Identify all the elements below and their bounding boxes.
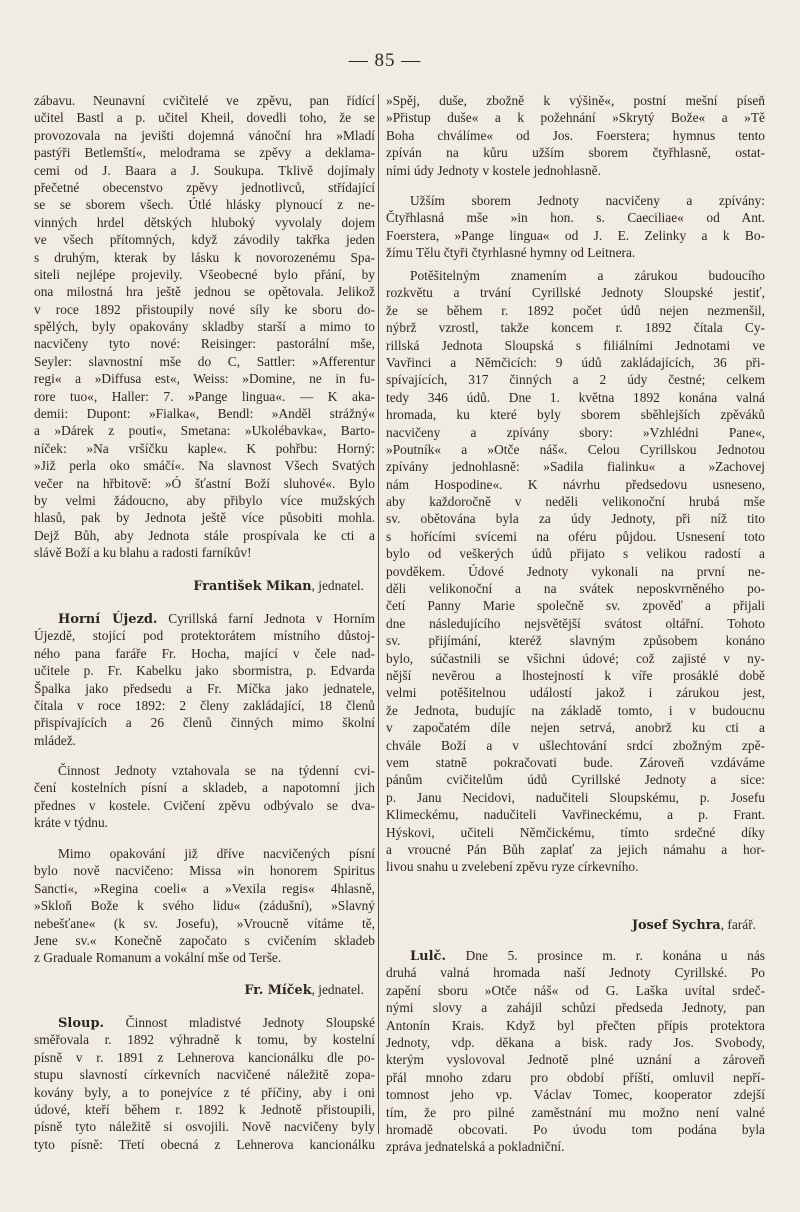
text-line bbox=[386, 493, 765, 510]
text-line bbox=[386, 824, 765, 841]
line-text: Antonín Krais. Když byl přečten přípis protektora bbox=[386, 1017, 765, 1033]
text-line bbox=[34, 179, 375, 196]
column-divider bbox=[378, 94, 379, 1134]
line-text: písně tyto náležitě si osvojili. Nově nacvičeny byly bbox=[34, 1119, 375, 1135]
line-text: zpráva jednatelská a pokladniční. bbox=[386, 1139, 565, 1155]
text-line bbox=[386, 806, 765, 823]
text-line bbox=[386, 789, 765, 806]
line-text: že se během r. 1892 počet údů nejen nezmenšil, bbox=[386, 302, 765, 318]
line-text: dne následujícího nejsvětější svátost oltářní. Tohoto bbox=[386, 615, 765, 631]
line-text: Klimeckému, nadučiteli Vavřineckému, a p. Frant. bbox=[386, 807, 765, 823]
text-line bbox=[386, 1121, 765, 1138]
line-text: livou snahu u zvelebení zpěvu ryze církevního. bbox=[386, 859, 639, 875]
line-text: demii: Dupont: »Fialka«, Bendl: »Anděl strážný« bbox=[34, 406, 375, 422]
page-number: — 85 — bbox=[348, 50, 422, 71]
line-text: tomnost jeho vp. Václav Tomec, kooperator zdejší bbox=[386, 1087, 765, 1103]
text-line bbox=[386, 1138, 765, 1155]
line-text: Sancti«, »Regina coeli« a »Vexila regis« 4hlasně, bbox=[34, 880, 375, 896]
line-text: by velmi žádoucno, aby přibylo více mužských bbox=[34, 492, 375, 508]
text-line bbox=[34, 627, 375, 644]
text-line bbox=[34, 301, 375, 318]
text-line bbox=[34, 457, 375, 474]
line-text: hromada, ku které byly sborem sběhlejších zpěváků bbox=[386, 407, 765, 423]
text-line bbox=[34, 109, 375, 126]
signature-frantisek-mikan bbox=[34, 578, 364, 594]
text-line bbox=[386, 337, 765, 354]
text-line bbox=[34, 897, 375, 914]
line-text: Užším sborem Jednoty nacvičeny a zpívány: bbox=[410, 193, 765, 208]
text-line bbox=[386, 227, 765, 244]
line-text: Činnost mladistvé Jednoty Sloupské bbox=[104, 1015, 375, 1030]
line-text: večer na hřbitově: »Ó šťastní Boží sluhové«. Bylo bbox=[34, 475, 375, 491]
text-line bbox=[34, 762, 375, 779]
text-line bbox=[34, 266, 375, 283]
text-line bbox=[34, 1014, 375, 1031]
line-text: Foerstera, »Pange lingua« od J. E. Zelinky a k Bo- bbox=[386, 227, 765, 243]
line-text: Boha chválíme« od Jos. Foerstera; hymnus tento bbox=[386, 127, 765, 143]
text-line bbox=[386, 319, 765, 336]
text-line bbox=[34, 1031, 375, 1048]
text-line bbox=[386, 267, 765, 284]
text-line bbox=[386, 209, 765, 226]
line-text: vem statně pokračovati bude. Zároveň vzdáváme bbox=[386, 754, 765, 770]
line-text: mládež. bbox=[34, 732, 77, 748]
line-text: Seyler: slavnostní mše do C, Sattler: »Afferentur bbox=[34, 353, 375, 369]
signature-name: Fr. Míček bbox=[244, 983, 312, 998]
line-text: četí Panny Marie společně sv. zpověď a přijali bbox=[386, 598, 765, 614]
line-text: Újezdě, stojící pod protektorátem místního důstoj- bbox=[34, 628, 375, 644]
line-text: »Poutník« a »Otče náš«. Celou Cyrillskou Jednotou bbox=[386, 441, 765, 457]
text-line bbox=[34, 353, 375, 370]
text-line bbox=[34, 370, 375, 387]
text-line bbox=[34, 283, 375, 300]
text-line bbox=[34, 127, 375, 144]
text-line bbox=[386, 244, 765, 261]
line-text: učitele p. Fr. Kabelku jako sbormistra, p. Edvarda bbox=[34, 663, 375, 679]
text-line bbox=[386, 162, 765, 179]
line-text: aby každoročně v neděli velikonoční hrubá mše bbox=[386, 494, 765, 510]
line-text: druhá valná hromada naší Jednoty Cyrillské. Po bbox=[386, 965, 765, 981]
text-line bbox=[386, 1069, 765, 1086]
text-line bbox=[386, 441, 765, 458]
text-line bbox=[34, 144, 375, 161]
text-line bbox=[386, 947, 765, 964]
text-line bbox=[386, 563, 765, 580]
text-line bbox=[386, 719, 765, 736]
paragraph-repertoire bbox=[34, 845, 375, 967]
text-line bbox=[34, 732, 375, 749]
text-line bbox=[34, 932, 375, 949]
text-line bbox=[386, 1086, 765, 1103]
line-text: »Přistup duše« a k požehnání »Skrytý Bože« a »Tě bbox=[386, 110, 765, 126]
paragraph-membership bbox=[386, 267, 765, 876]
text-line bbox=[386, 109, 765, 126]
text-line bbox=[386, 964, 765, 981]
text-line bbox=[34, 335, 375, 352]
section-heading: Lulč. bbox=[410, 949, 446, 964]
text-line bbox=[386, 1034, 765, 1051]
text-line bbox=[386, 1017, 765, 1034]
line-text: nější nevěrou a lhostejností k víře prosáklé době bbox=[386, 667, 765, 683]
line-text: nacvičeny tyto nové: Reisinger: pastorální mše, bbox=[34, 336, 375, 352]
line-text: p. Janu Necidovi, nadučiteli Sloupskému, p. Josefu bbox=[386, 789, 765, 805]
line-text: cemi od J. Baara a J. Soukupa. Tklivě dojímaly bbox=[34, 162, 375, 178]
text-line bbox=[34, 779, 375, 796]
text-line bbox=[386, 1104, 765, 1121]
text-line bbox=[386, 580, 765, 597]
section-heading: Horní Újezd. bbox=[58, 612, 158, 627]
signature-josef-sychra bbox=[386, 917, 756, 933]
line-text: že Jednota, budujíc na základě tomto, i v budoucnu bbox=[386, 702, 765, 718]
line-text: velmi potěšitelnou událostí jakož i zárukou jest, bbox=[386, 685, 765, 701]
line-text: čítala v roce 1892: 2 členy zakládající, 18 členů bbox=[34, 697, 375, 713]
text-line bbox=[386, 510, 765, 527]
text-line bbox=[34, 880, 375, 897]
line-text: se se sborem všech. Útlé hlásky plynoucí z ne- bbox=[34, 197, 375, 213]
line-text: tyto písně: Třetí obecná z Lehnerova kancionálku bbox=[34, 1136, 375, 1152]
text-line bbox=[34, 1066, 375, 1083]
line-text: písně v r. 1891 z Lehnerova kancionálku dle po- bbox=[34, 1049, 375, 1065]
line-text: Jene sv.« Konečně započato s cvičením skladeb bbox=[34, 932, 375, 948]
paragraph-parish-report-continued bbox=[34, 92, 375, 562]
text-line bbox=[34, 475, 375, 492]
line-text: nebešťane« (k sv. Josefu), »Vroucně vítáme tě, bbox=[34, 915, 375, 931]
text-line bbox=[34, 714, 375, 731]
paragraph-lulc bbox=[386, 947, 765, 1156]
line-text: údové, kteří během r. 1892 k Jednotě přistoupili, bbox=[34, 1101, 375, 1117]
line-text: ními údy Jednoty v kostele jednohlasně. bbox=[386, 162, 601, 178]
line-text: Špalka jako předsedu a Fr. Míčka jako jednatele, bbox=[34, 680, 375, 696]
text-line bbox=[34, 697, 375, 714]
text-line bbox=[386, 754, 765, 771]
text-line bbox=[386, 144, 765, 161]
line-text: nýbrž vzrostl, takže koncem r. 1892 čítala Cy- bbox=[386, 320, 765, 336]
line-text: zpíván na kůru užším sborem čtyřhlasně, ostat- bbox=[386, 145, 765, 161]
line-text: stupu slavností církevních nacvičené náležitě zopa- bbox=[34, 1067, 375, 1083]
line-text: kovány byly, a to ponejvíce z té příčiny, aby i oni bbox=[34, 1084, 375, 1100]
line-text: povděkem. Údové Jednoty vykonali na první ne- bbox=[386, 563, 765, 579]
text-line bbox=[34, 214, 375, 231]
text-line bbox=[34, 797, 375, 814]
text-line bbox=[386, 667, 765, 684]
text-line bbox=[34, 645, 375, 662]
line-text: siteli nejlépe projevily. Všeobecné bylo přání, by bbox=[34, 266, 375, 282]
line-text: pastýři Betlemští«, melodrama se zpěvy a deklama- bbox=[34, 145, 375, 161]
line-text: Čtyřhlasná mše »in hon. s. Caeciliae« od Ant. bbox=[386, 210, 765, 226]
line-text: Potěšitelným znamením a zárukou budoucího bbox=[410, 268, 765, 283]
line-text: rillská Jednota Sloupská s filiálními Jednotami ve bbox=[386, 337, 765, 353]
line-text: a »Dárek z pouti«, Smetana: »Ukolébavka«, Barto- bbox=[34, 423, 375, 439]
text-line bbox=[386, 771, 765, 788]
line-text: regi« a »Diffusa est«, Weiss: »Domine, ne in fu- bbox=[34, 371, 375, 387]
text-line bbox=[386, 982, 765, 999]
text-line bbox=[34, 610, 375, 627]
signature-name: Josef Sychra bbox=[631, 918, 721, 933]
line-text: učitel Bastl a p. učitel Kheil, dovedli toho, že se bbox=[34, 110, 375, 126]
line-text: Hýskovi, učiteli Němčickému, tímto srdečné díky bbox=[386, 824, 765, 840]
line-text: bylo, súčastnili se všichni údové; což zajisté v ny- bbox=[386, 650, 765, 666]
line-text: Činnost Jednoty vztahovala se na týdenní cvi- bbox=[58, 763, 375, 778]
paragraph-cinnost-jednoty bbox=[34, 762, 375, 832]
text-line bbox=[386, 528, 765, 545]
line-text: hromadě obcovati. Po úvodu tom podána byla bbox=[386, 1121, 765, 1137]
line-text: přispívajících a 26 členů činných mimo školní bbox=[34, 715, 375, 731]
text-line bbox=[34, 440, 375, 457]
signature-name: František Mikan bbox=[193, 579, 312, 594]
line-text: Vavřinci a Němčicích: 9 údů zakládajících, 36 při- bbox=[386, 354, 765, 370]
text-line bbox=[386, 371, 765, 388]
text-line bbox=[386, 597, 765, 614]
text-line bbox=[386, 650, 765, 667]
text-line bbox=[386, 999, 765, 1016]
text-line bbox=[34, 662, 375, 679]
text-line bbox=[34, 1136, 375, 1153]
text-line bbox=[386, 127, 765, 144]
text-line bbox=[386, 841, 765, 858]
line-text: Mimo opakování již dříve nacvičených písní bbox=[58, 846, 375, 861]
text-line bbox=[34, 949, 375, 966]
text-line bbox=[386, 615, 765, 632]
line-text: spělých, byly opakovány skladby starší a mimo to bbox=[34, 319, 375, 335]
line-text: provozovala na jevišti dojemná vánoční hra »Mladí bbox=[34, 127, 375, 143]
text-line bbox=[34, 1118, 375, 1135]
line-text: tedy 346 údů. Dne 1. května 1892 konána valná bbox=[386, 389, 765, 405]
text-line bbox=[386, 1051, 765, 1068]
text-line bbox=[34, 405, 375, 422]
line-text: ona milostná hra ještě jednou se opětovala. Jelikož bbox=[34, 284, 375, 300]
line-text: ného pana faráře Fr. Hocha, mající v čele nad- bbox=[34, 645, 375, 661]
line-text: bylo nově nacvičeno: Missa »in honorem Spiritus bbox=[34, 863, 375, 879]
text-line bbox=[386, 354, 765, 371]
line-text: chvále Boží a v ušlechtování srdcí zbožným zpě- bbox=[386, 737, 765, 753]
line-text: vinných hrdel dětských hluboký vyvolaly dojem bbox=[34, 214, 375, 230]
text-line bbox=[386, 406, 765, 423]
text-line bbox=[34, 845, 375, 862]
line-text: kráte v týdnu. bbox=[34, 815, 109, 831]
text-line bbox=[34, 318, 375, 335]
text-line bbox=[34, 231, 375, 248]
text-line bbox=[34, 527, 375, 544]
text-line bbox=[34, 162, 375, 179]
line-text: Jednoty, vdp. děkana a bisk. rady Jos. Svobody, bbox=[386, 1034, 765, 1050]
line-text: pánům cvičitelům údů Cyrillské Jednoty a sice: bbox=[386, 772, 765, 788]
text-line bbox=[34, 1101, 375, 1118]
line-text: slávě Boží a ku blahu a radosti farníkův! bbox=[34, 545, 252, 561]
text-line bbox=[34, 509, 375, 526]
line-text: ve všech přítomných, když závodily takřka jeden bbox=[34, 232, 375, 248]
line-text: sv. přijímání, kteréž slavným způsobem konáno bbox=[386, 633, 765, 649]
line-text: s hořícími svícemi na oféru půjdou. Usnesení toto bbox=[386, 528, 765, 544]
text-line bbox=[386, 302, 765, 319]
line-text: zapění sboru »Otče náš« od G. Laška uvítal srdeč- bbox=[386, 982, 765, 998]
text-line bbox=[386, 545, 765, 562]
line-text: čení kostelních písní a skladeb, a napotomní jich bbox=[34, 780, 375, 796]
text-line bbox=[34, 492, 375, 509]
line-text: sv. obětována byla za údy Jednoty, při níž tito bbox=[386, 511, 765, 527]
text-line bbox=[386, 192, 765, 209]
line-text: nými slovy a zahájil schůzi předseda Jednoty, pan bbox=[386, 1000, 765, 1016]
line-text: zpívány jednohlasně: »Sadila fialinku« a »Zachovej bbox=[386, 459, 765, 475]
text-line bbox=[34, 422, 375, 439]
line-text: rore tuo«, Haller: 7. »Pange lingua«. — K aka- bbox=[34, 388, 375, 404]
text-line bbox=[34, 388, 375, 405]
line-text: v roce 1892 přistoupily nové síly ke sboru do- bbox=[34, 301, 375, 317]
line-text: přednes v kostele. Cvičení zpěvu odbývalo se dva- bbox=[34, 797, 375, 813]
text-line bbox=[34, 92, 375, 109]
text-line bbox=[34, 196, 375, 213]
line-text: a vroucné Pán Bůh zaplať za jejich námahu a hor- bbox=[386, 841, 765, 857]
paragraph-sloup-songs bbox=[386, 92, 765, 179]
text-line bbox=[34, 1049, 375, 1066]
line-text: zábavu. Neunavní cvičitelé ve zpěvu, pan řídící bbox=[34, 93, 375, 108]
text-line bbox=[386, 737, 765, 754]
line-text: Dejž Bůh, aby Jednota stále prospívala ke cti a bbox=[34, 527, 375, 543]
line-text: Cyrillská farní Jednota v Horním bbox=[157, 611, 375, 626]
signature-role: , jednatel. bbox=[311, 578, 364, 593]
line-text: »Skloň Bože k svého lidu« (zádušní), »Slavný bbox=[34, 898, 375, 914]
text-line bbox=[386, 858, 765, 875]
line-text: směřovala r. 1892 výhradně k tomu, by kostelní bbox=[34, 1032, 375, 1048]
text-line bbox=[386, 424, 765, 441]
line-text: přál mnoho zdaru pro období příští, omluvil nepří- bbox=[386, 1069, 765, 1085]
line-text: rozkvětu a trvání Cyrillské Jednoty Sloupské jestiť, bbox=[386, 285, 765, 301]
text-line bbox=[386, 632, 765, 649]
line-text: z Graduale Romanum a vokální mše od Terše. bbox=[34, 950, 282, 966]
line-text: děli velikonoční a na svátek neposkvrněného po- bbox=[386, 581, 765, 597]
line-text: níček: »Na vršíčku kaple«. K pohřbu: Horný: bbox=[34, 440, 375, 456]
line-text: Dne 5. prosince m. r. konána u nás bbox=[445, 948, 765, 963]
section-heading: Sloup. bbox=[58, 1016, 105, 1031]
line-text: »Již perla oko smáčí«. Na slavnost Všech Svatých bbox=[34, 458, 375, 474]
text-line bbox=[34, 862, 375, 879]
text-line bbox=[34, 680, 375, 697]
line-text: nacvičeny a zpívány sbory: »Vzhlédni Pane«, bbox=[386, 424, 765, 440]
line-text: »Spěj, duše, zbožně k výšině«, postní mešní píseň bbox=[386, 93, 765, 108]
text-line bbox=[386, 458, 765, 475]
text-line bbox=[386, 476, 765, 493]
line-text: nám Hospodine«. K návrhu předsedovu usneseno, bbox=[386, 476, 765, 492]
text-line bbox=[34, 814, 375, 831]
line-text: v započatém díle nejen setrvá, anobrž ku cti a bbox=[386, 720, 765, 736]
paragraph-sloup bbox=[34, 1014, 375, 1153]
text-line bbox=[386, 684, 765, 701]
text-line bbox=[34, 249, 375, 266]
line-text: přečetné obecenstvo zpěvy jednotlivců, střídající bbox=[34, 179, 375, 195]
line-text: s druhým, kterak by lásku k novorozenému Spa- bbox=[34, 249, 375, 265]
text-line bbox=[34, 915, 375, 932]
signature-role: , jednatel. bbox=[311, 982, 364, 997]
text-line bbox=[386, 702, 765, 719]
text-line bbox=[386, 92, 765, 109]
text-line bbox=[34, 1084, 375, 1101]
signature-role: , farář. bbox=[720, 917, 756, 932]
paragraph-horni-ujezd bbox=[34, 610, 375, 749]
signature-fr-micek bbox=[34, 982, 364, 998]
text-line bbox=[386, 284, 765, 301]
text-line bbox=[386, 389, 765, 406]
line-text: tím, že pro pilné zaměstnání mu možno není valné bbox=[386, 1104, 765, 1120]
line-text: hlasů, pak by Jednota ještě více působiti mohla. bbox=[34, 510, 375, 526]
line-text: žímu Tělu čtyři čtyrhlasné hymny od Leitnera. bbox=[386, 245, 636, 261]
text-line bbox=[34, 544, 375, 561]
line-text: bylo od veškerých údů přijato s velikou radostí a bbox=[386, 546, 765, 562]
line-text: spívajících, 317 činných a 2 údy čestné; celkem bbox=[386, 372, 765, 388]
line-text: kterým vyslovoval Jednotě plné uznání a zároveň bbox=[386, 1052, 765, 1068]
paragraph-choir bbox=[386, 192, 765, 262]
